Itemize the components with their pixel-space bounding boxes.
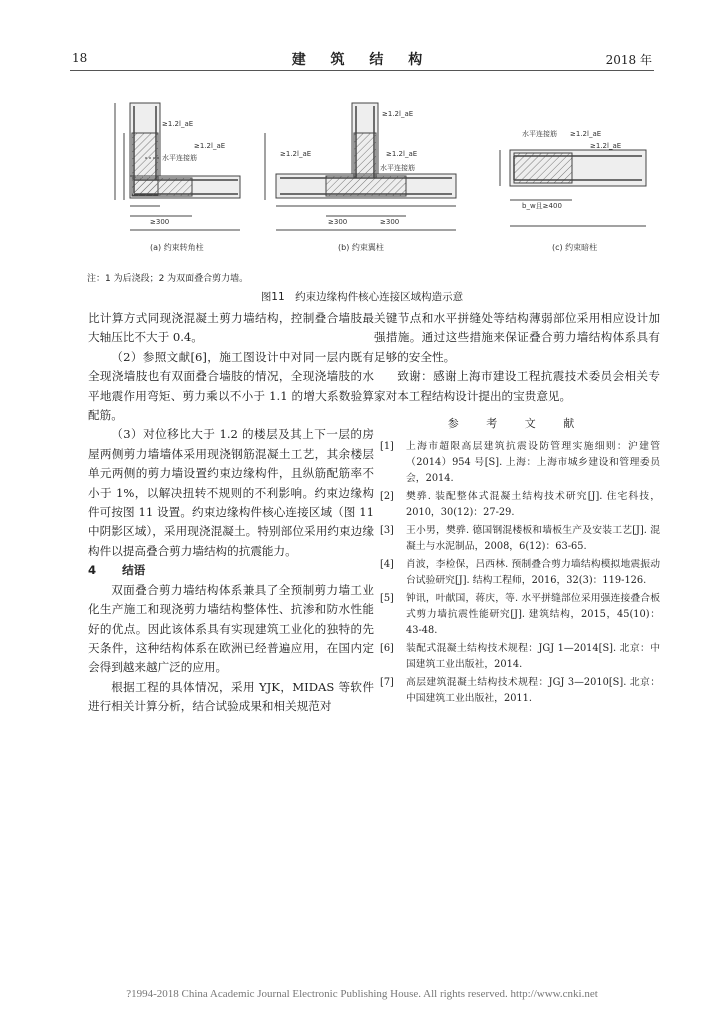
subcaption-c: (c) 约束暗柱 <box>552 243 598 252</box>
figure-11-drawing <box>90 88 650 260</box>
footer-copyright: ?1994-2018 China Academic Journal Electronic Publishing House. All rights reserved. http://www.cnki.net <box>126 988 598 1000</box>
paragraph: （2）参照文献[6]，施工图设计中对同一层内既有全现浇墙肢也有双面叠合墙肢的情况，全现浇墙肢的水平地震作用弯矩、剪力乘以不小于 1.1 的增大系数验算配筋。 <box>88 349 374 423</box>
page-header <box>0 47 724 69</box>
label-b4: ≥1.2l_aE <box>382 110 414 118</box>
reference-item: [6] 装配式混凝土结构技术规程：JGJ 1—2014[S]. 北京：中国建筑工业出版社，2014. <box>380 643 660 671</box>
reference-item: [4] 肖波，李检保，吕西林. 预制叠合剪力墙结构模拟地震振动台试验研究[J]. 结构工程师，2016，32(3)：119-126. <box>380 559 660 587</box>
paragraph: 比计算方式同现浇混凝土剪力墙结构，控制叠合墙肢最大轴压比不大于 0.4。 <box>88 311 374 345</box>
reference-item: [1] 上海市超限高层建筑抗震设防管理实施细则：沪建管（2014）954 号[S]. 上海：上海市城乡建设和管理委员会，2014. <box>380 441 660 485</box>
reference-item: [7] 高层建筑混凝土结构技术规程：JGJ 3—2010[S]. 北京：中国建筑工业出版社，2011. <box>380 677 660 705</box>
page-number: 18 <box>72 51 88 65</box>
label-c3: ≥1.2l_aE <box>590 142 622 150</box>
reference-item: [5] 钟讯，叶献国，蒋庆，等. 水平拼缝部位采用强连接叠合板式剪力墙抗震性能研究[J]. 建筑结构，2015，45(10)：43-48. <box>380 593 660 637</box>
acknowledgement: 致谢：感谢上海市建设工程抗震技术委员会相关专家对本工程结构设计提出的宝贵意见。 <box>374 369 660 403</box>
label-c2: ≥1.2l_aE <box>570 130 602 138</box>
label-a3: ≥1.2l_aE <box>194 142 226 150</box>
paragraph: 双面叠合剪力墙结构体系兼具了全预制剪力墙工业化生产施工和现浇剪力墙结构整体性、抗渗和防水性能好的优点。因此该体系具有实现建筑工业化的独特的先天条件，这种结构体系在欧洲已经普遍应用，在国内定会得到越来越广泛的应用。 <box>88 582 374 675</box>
subcaption-b: (b) 约束翼柱 <box>338 243 384 252</box>
paragraph: 关键节点和水平拼缝处等结构薄弱部位采用相应设计加强措施。通过这些措施来保证叠合剪力墙结构体系具有足够的安全性。 <box>374 311 660 364</box>
left-column <box>88 309 374 717</box>
section-heading <box>88 561 374 580</box>
label-a2: 水平连接筋 <box>162 154 197 162</box>
panel-b <box>265 103 456 252</box>
year: 2018 年 <box>605 53 652 67</box>
figure-caption: 图11 约束边缘构件核心连接区域构造示意 <box>260 291 464 303</box>
panel-a <box>115 103 240 252</box>
figure-note: 注：1 为后浇段；2 为双面叠合剪力墙。 <box>87 274 249 284</box>
label-c4: b_w且≥400 <box>522 202 562 210</box>
journal-title: 建 筑 结 构 <box>291 52 433 68</box>
paragraph: 根据工程的具体情况，采用 YJK，MIDAS 等软件进行相关计算分析，结合试验成果和相关规范对 <box>88 679 374 714</box>
label-b5: ≥300 <box>328 218 348 226</box>
subcaption-a: (a) 约束转角柱 <box>150 243 204 252</box>
reference-item: [2] 樊骅. 装配整体式混凝土结构技术研究[J]. 住宅科技，2010，30(12)：27-29. <box>380 491 660 519</box>
paragraph: （3）对位移比大于 1.2 的楼层及其上下一层的房屋两侧剪力墙墙体采用现浇钢筋混凝土工艺，其余楼层单元两侧的剪力墙设置约束边缘构件，且纵筋配筋率不小于 1%，以解决扭转不规则的不利影响。约束边缘构件可按图 11 设置。约束边缘构件核心连接区域（图 11 中阴影区域），采用现浇混凝土。特别部位采用约束边缘构件以提高叠合剪力墙结构的抗震能力。 <box>88 427 374 558</box>
right-column <box>374 309 660 709</box>
label-a1: ≥1.2l_aE <box>162 120 194 128</box>
label-b2: ≥1.2l_aE <box>386 150 418 158</box>
reference-item: [3] 王小男，樊骅. 德国钢混楼板和墙板生产及安装工艺[J]. 混凝土与水泥制品，2008，6(12)：63-65. <box>380 525 660 553</box>
panel-c <box>500 129 646 252</box>
references-heading: 参 考 文 献 <box>447 417 587 431</box>
label-b6: ≥300 <box>380 218 400 226</box>
label-c1: 水平连接筋 <box>522 130 557 138</box>
reference-list <box>374 439 660 707</box>
label-b1: ≥1.2l_aE <box>280 150 312 158</box>
header-rule <box>70 70 654 71</box>
label-a4: ≥300 <box>150 218 170 226</box>
label-b3: 水平连接筋 <box>380 164 415 172</box>
section-title: 结语 <box>122 563 146 578</box>
section-number: 4 <box>88 563 97 578</box>
